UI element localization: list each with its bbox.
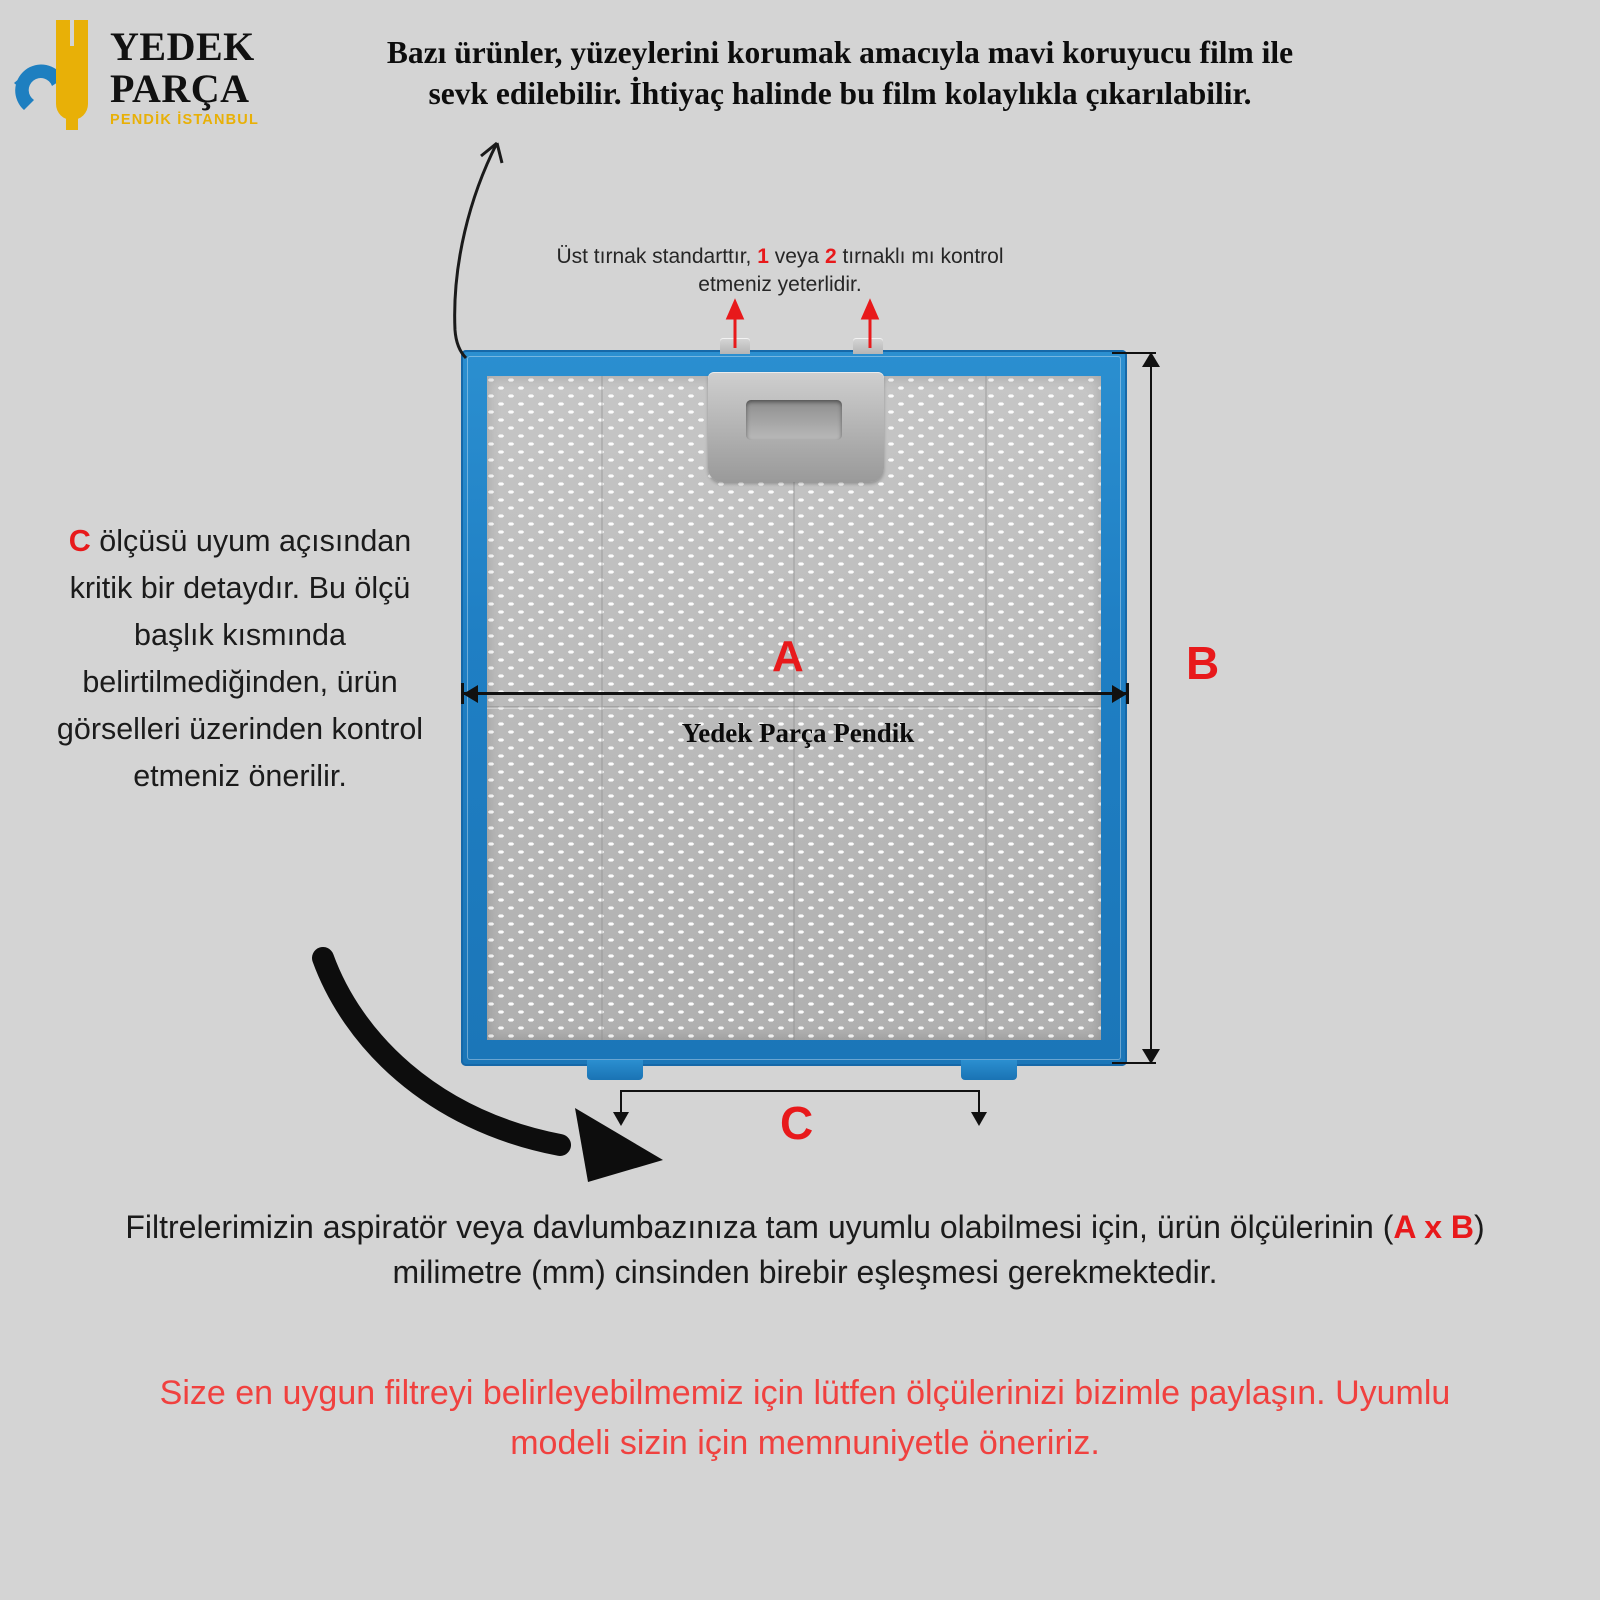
logo-line-2: PARÇA — [110, 66, 250, 111]
handle-slot — [746, 400, 842, 440]
top-tab-count-2: 2 — [824, 245, 837, 268]
logo-line-1: YEDEK — [110, 24, 255, 69]
brand-watermark: Yedek Parça Pendik — [681, 718, 915, 748]
top-tab-note-part2: veya — [768, 245, 825, 268]
top-tab-left — [720, 338, 750, 354]
dimension-b-arrow-top — [1142, 352, 1160, 367]
dimension-c-arrow-left — [613, 1112, 629, 1126]
filter-handle-icon — [708, 372, 884, 482]
logo-subtitle: PENDİK İSTANBUL — [110, 112, 260, 128]
brand-logo — [14, 10, 314, 140]
top-tab-right — [853, 338, 883, 354]
dimension-label-c: C — [780, 1097, 814, 1149]
dimension-a-arrow-left — [463, 685, 478, 703]
dimension-label-a: A — [772, 632, 804, 681]
top-tab-note — [520, 243, 1040, 299]
compatibility-note — [120, 1205, 1490, 1295]
dimension-label-b: B — [1186, 637, 1220, 689]
dimension-a-arrow-right — [1112, 685, 1127, 703]
mesh-vertical-seam — [601, 376, 603, 1040]
dimension-line-a — [461, 692, 1129, 695]
top-tab-note-part3: tırnaklı mı kontrol etmeniz yeterlidir. — [698, 245, 1004, 296]
bottom-tab-right — [961, 1060, 1017, 1080]
dimension-line-c — [620, 1090, 980, 1092]
top-tab-note-part1: Üst tırnak standarttır, — [556, 245, 758, 268]
dimension-b-arrow-bottom — [1142, 1049, 1160, 1064]
compatibility-note-dims: A x B — [1393, 1209, 1474, 1245]
compatibility-note-part2: ) milimetre (mm) cinsinden birebir eşleşmesi gerekmektedir. — [392, 1209, 1485, 1290]
headline-pointer-arrow-icon — [455, 143, 502, 358]
headline-text: Bazı ürünler, yüzeylerini korumak amacıyla mavi koruyucu film ile sevk edilebilir. İhtiyaç halinde bu film kolaylıkla çıkarılabilir. — [386, 35, 1294, 111]
dimension-line-b — [1150, 352, 1152, 1064]
call-to-action-note: Size en uygun filtreyi belirleyebilmemiz için lütfen ölçülerinizi bizimle paylaşın. Uyumlu modeli sizin için memnuniyetle öneririz. — [159, 1374, 1451, 1462]
wrench-gear-icon — [14, 14, 110, 134]
dimension-c-arrow-right — [971, 1112, 987, 1126]
c-measure-note-text: ölçüsü uyum açısından kritik bir detaydır. Bu ölçü başlık kısmında belirtilmediğinden, ürün görselleri üzerinden kontrol etmeniz önerilir. — [56, 524, 424, 793]
mesh-vertical-seam — [985, 376, 987, 1040]
top-tab-count-1: 1 — [757, 245, 769, 268]
c-measure-letter: C — [68, 524, 91, 558]
c-measure-note — [40, 518, 440, 800]
grease-filter-illustration — [461, 350, 1127, 1066]
bottom-tab-left — [587, 1060, 643, 1080]
logo-wordmark — [110, 26, 310, 128]
compatibility-note-part1: Filtrelerimizin aspiratör veya davlumbazınıza tam uyumlu olabilmesi için, ürün ölçülerinin ( — [125, 1209, 1394, 1245]
